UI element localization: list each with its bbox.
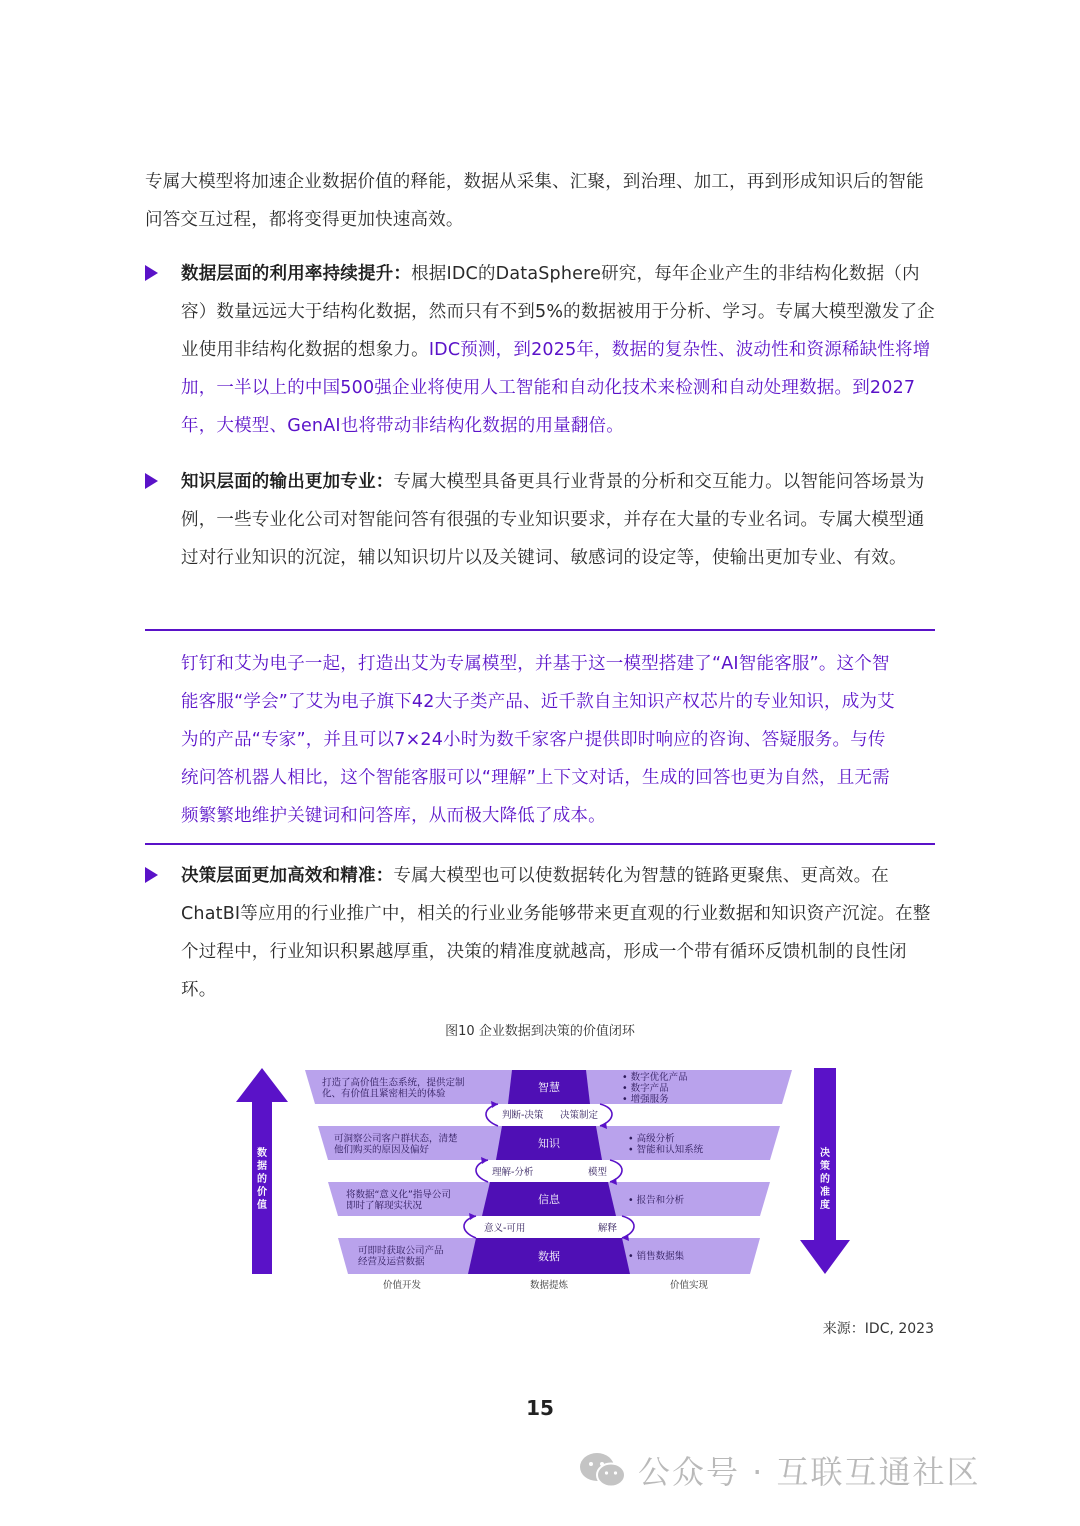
left-arrow-label: 数据的价值	[257, 1148, 267, 1211]
transition-loops	[464, 1104, 634, 1238]
level-right-text: • 数字优化产品• 数字产品• 增强服务	[622, 1072, 688, 1105]
intro-paragraph: 专属大模型将加速企业数据价值的释能，数据从采集、汇聚，到治理、加工，再到形成知识后的智能问答交互过程，都将变得更加快速高效。	[145, 172, 924, 230]
bottom-label: 价值开发	[382, 1280, 422, 1291]
level-left-text: 可即时获取公司产品经营及运营数据	[358, 1245, 444, 1268]
level-center-label: 数据	[538, 1250, 560, 1263]
bullet-decision	[145, 857, 937, 1009]
transition-right-label: 决策制定	[560, 1110, 599, 1121]
level-center-label: 知识	[538, 1137, 560, 1150]
bottom-label: 数据提炼	[529, 1280, 569, 1291]
left-up-arrow	[236, 1068, 288, 1274]
level-left-text: 打造了高价值生态系统，提供定制化、有价值且紧密相关的体验	[322, 1077, 465, 1100]
level-left-text: 将数据“意义化”指导公司即时了解现实状况	[346, 1189, 451, 1212]
bottom-label: 价值实现	[669, 1280, 709, 1291]
level-right-text: • 销售数据集	[628, 1251, 685, 1262]
transition-left-label: 理解-分析	[492, 1167, 534, 1178]
level-left-text: 可洞察公司客户群状态，清楚他们购买的原因及偏好	[334, 1133, 458, 1156]
case-study-box	[145, 629, 935, 845]
level-center-label: 智慧	[538, 1081, 560, 1094]
transition-left-label: 判断-决策	[502, 1110, 544, 1121]
page-number: 15	[526, 1396, 554, 1420]
bullet-title: 数据层面的利用率持续提升：	[181, 264, 412, 284]
bullet-highlight: IDC预测，到2025年，数据的复杂性、波动性和资源稀缺性将增加，一半以上的中国500强企业将使用人工智能和自动化技术来检测和自动处理数据。到2027 年，大模型、GenAI也将带动非结构化数据的用量翻倍。	[181, 340, 931, 436]
bullet-data-utilization	[145, 255, 937, 445]
diagram-svg	[230, 1060, 860, 1296]
source-note: 来源：IDC, 2023	[822, 1321, 934, 1337]
transition-right-label: 模型	[588, 1167, 608, 1178]
level-right-text: • 高级分析• 智能和认知系统	[628, 1133, 704, 1156]
bullet-text: 根据IDC的DataSphere研究，每年企业产生的非结构化数据（内容）数量远远大于结构化数据，然而只有不到5%的数据被用于分析、学习。专属大模型激发了企业使用非结构化数据的想象力。	[181, 264, 935, 360]
figure-title: 图10 企业数据到决策的价值闭环	[445, 1024, 635, 1039]
right-arrow-label: 决策的准度	[820, 1148, 830, 1211]
level-center-label: 信息	[538, 1193, 560, 1206]
triangle-bullet-icon	[145, 265, 158, 281]
bullet-text: 专属大模型具备更具行业背景的分析和交互能力。以智能问答场景为例，一些专业化公司对智能问答有很强的专业知识要求，并存在大量的专业名词。专属大模型通过对行业知识的沉淀，辅以知识切片以及关键词、敏感词的设定等，使输出更加专业、有效。	[181, 472, 925, 568]
watermark-text: 公众号 · 互联互通社区	[638, 1453, 981, 1491]
wechat-watermark	[578, 1448, 981, 1492]
transition-right-label: 解释	[598, 1223, 618, 1234]
value-loop-diagram	[230, 1060, 860, 1300]
bullet-knowledge-output	[145, 463, 937, 577]
wechat-icon	[578, 1451, 628, 1489]
transition-left-label: 意义-可用	[484, 1223, 526, 1234]
case-study-text: 钉钉和艾为电子一起，打造出艾为专属模型，并基于这一模型搭建了“AI智能客服”。这个智能客服“学会”了艾为电子旗下42大子类产品、近千款自主知识产权芯片的专业知识，成为艾为的产品“专家”，并且可以7×24小时为数千家客户提供即时响应的咨询、答疑服务。与传统问答机器人相比，这个智能客服可以“理解”上下文对话，生成的回答也更为自然，且无需频繁繁地维护关键词和问答库，从而极大降低了成本。	[181, 654, 895, 826]
bullet-title: 知识层面的输出更加专业：	[181, 472, 394, 492]
triangle-bullet-icon	[145, 867, 158, 883]
bullet-text: 专属大模型也可以使数据转化为智慧的链路更聚焦、更高效。在ChatBI等应用的行业推广中，相关的行业业务能够带来更直观的行业数据和知识资产沉淀。在整个过程中，行业知识积累越厚重，决策的精准度就越高，形成一个带有循环反馈机制的良性闭环。	[181, 866, 931, 1000]
level-right-text: • 报告和分析	[628, 1195, 685, 1206]
triangle-bullet-icon	[145, 473, 158, 489]
bullet-title: 决策层面更加高效和精准：	[181, 866, 394, 886]
right-down-arrow	[800, 1068, 850, 1274]
